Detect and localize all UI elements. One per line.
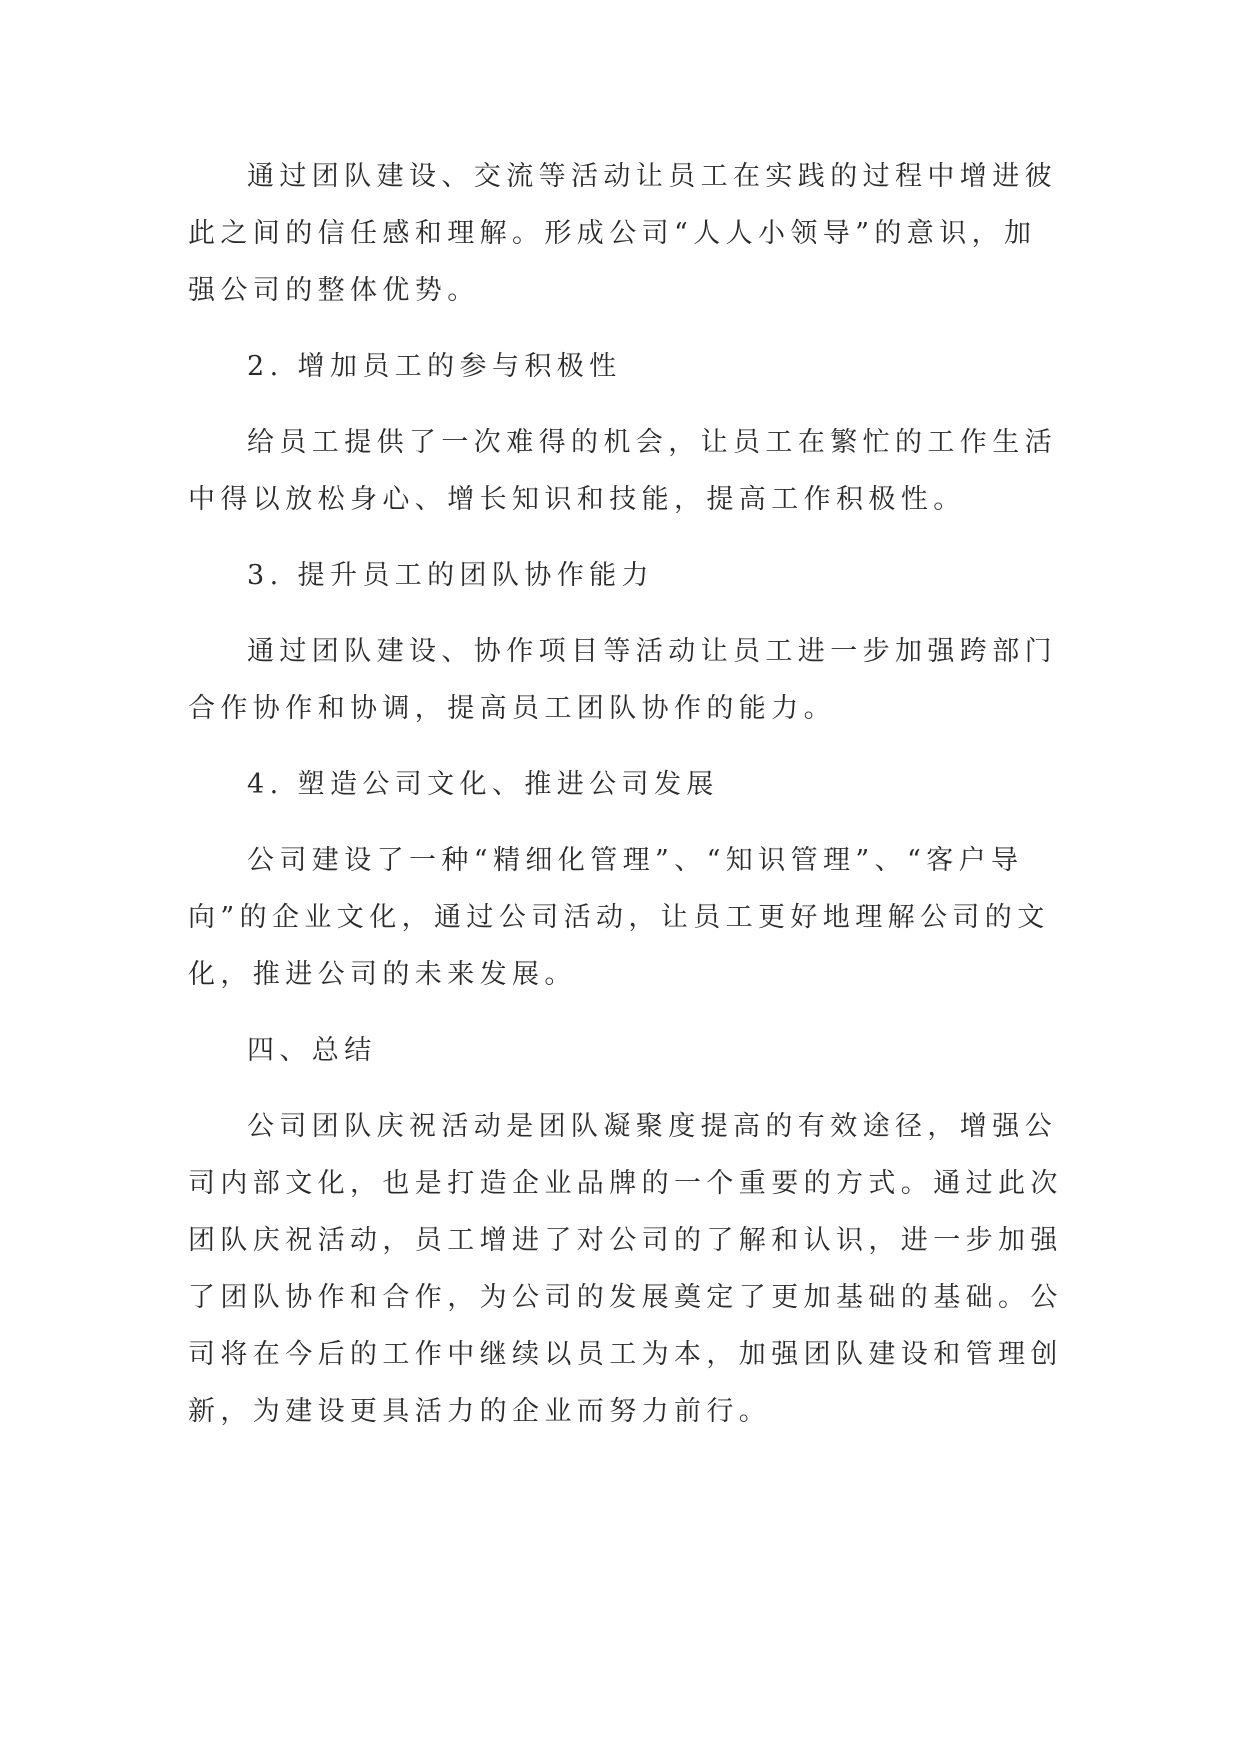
- paragraph-summary: 公司团队庆祝活动是团队凝聚度提高的有效途径，增强公司内部文化，也是打造企业品牌的一个重要的方式。通过此次团队庆祝活动，员工增进了对公司的了解和认识，进一步加强了团队协作和合作，为公司的发展奠定了更加基础的基础。公司将在今后的工作中继续以员工为本，加强团队建设和管理创新，为建设更具活力的企业而努力前行。: [188, 1111, 1063, 1427]
- heading-culture: 4. 塑造公司文化、推进公司发展: [247, 769, 719, 800]
- heading-participation: 2. 增加员工的参与积极性: [247, 351, 622, 382]
- paragraph-culture: 公司建设了一种“精细化管理”、“知识管理”、“客户导向”的企业文化，通过公司活动，让员工更好地理解公司的文化，推进公司的未来发展。: [188, 845, 1050, 990]
- paragraph-participation: 给员工提供了一次难得的机会，让员工在繁忙的工作生活中得以放松身心、增长知识和技能，提高工作积极性。: [188, 427, 1057, 515]
- document-body: [188, 148, 1064, 1440]
- heading-summary: 四、总结: [247, 1035, 377, 1066]
- heading-collaboration: 3. 提升员工的团队协作能力: [247, 560, 654, 591]
- paragraph-team-trust: 通过团队建设、交流等活动让员工在实践的过程中增进彼此之间的信任感和理解。形成公司“人人小领导”的意识，加强公司的整体优势。: [188, 161, 1057, 306]
- paragraph-collaboration: 通过团队建设、协作项目等活动让员工进一步加强跨部门合作协作和协调，提高员工团队协作的能力。: [188, 636, 1057, 724]
